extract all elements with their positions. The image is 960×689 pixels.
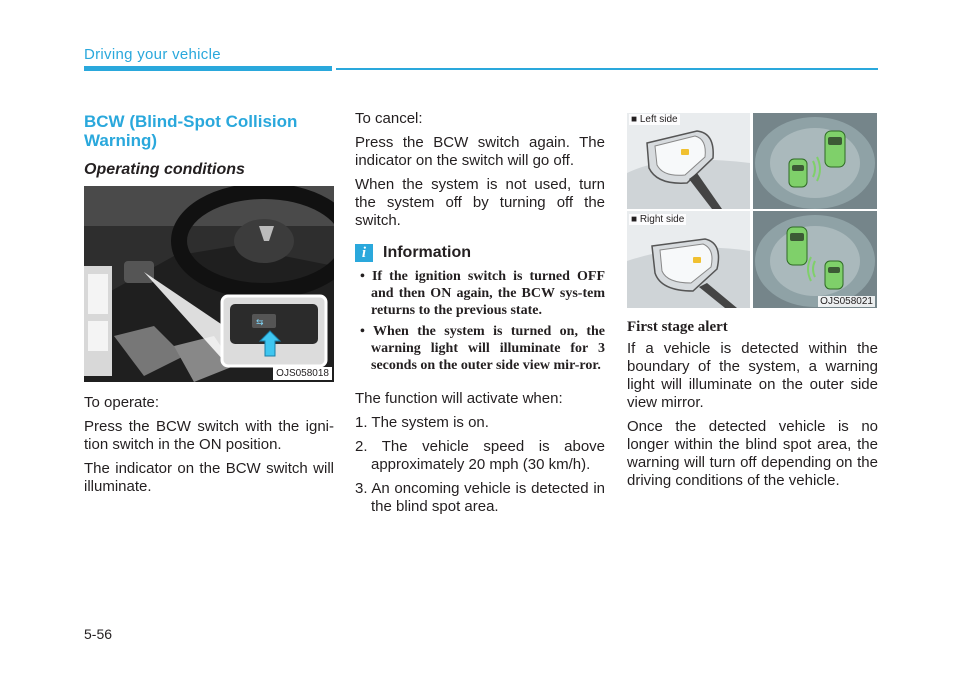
side-mirror-figure [627, 110, 877, 308]
header-rule-thin [336, 68, 878, 70]
info-icon: i [355, 244, 373, 262]
dashboard-illustration [84, 186, 334, 382]
header-rule-thick [84, 66, 332, 71]
left-zone-illustration [753, 113, 877, 209]
right-zone-illustration [753, 211, 877, 308]
activation-list [355, 414, 605, 516]
svg-text:⇆: ⇆ [256, 318, 264, 328]
list-item: 1. The system is on. [355, 414, 489, 431]
information-heading [355, 244, 605, 262]
to-cancel-text: Press the BCW switch again. The indicator on the switch will go off. [355, 134, 605, 169]
information-title: Information [383, 244, 471, 261]
right-mirror-photo [627, 211, 750, 308]
activation-intro: The function will activate when: [355, 390, 563, 407]
right-mirror-illustration [627, 211, 750, 308]
figure-code: OJS058018 [273, 367, 332, 380]
figure-code: OJS058021 [820, 296, 873, 307]
right-zone-diagram [753, 211, 877, 308]
first-stage-alert-heading: First stage alert [627, 319, 728, 335]
left-side-label: ■ Left side [631, 114, 678, 125]
warning-off-text: Once the detected vehicle is no longer within the blind spot area, the warning will turn off depending on the driving conditions of the vehicle. [627, 418, 878, 489]
to-operate-label: To operate: [84, 394, 160, 411]
left-mirror-illustration [627, 113, 750, 209]
to-operate-indicator-text: The indicator on the BCW switch will illuminate. [84, 460, 334, 495]
column-middle [355, 110, 605, 522]
column-left [84, 110, 334, 502]
left-mirror-photo [627, 113, 750, 209]
running-header: Driving your vehicle [84, 46, 221, 63]
information-list [355, 268, 605, 374]
to-cancel-label: To cancel: [355, 110, 423, 127]
left-zone-diagram [753, 113, 877, 209]
right-side-label: ■ Right side [631, 214, 685, 225]
page-number: 5-56 [84, 626, 113, 642]
operating-conditions-heading: Operating conditions [84, 161, 245, 178]
first-stage-text: If a vehicle is detected within the boundary of the system, a warning light will illuminate on the outer side view mirror. [627, 340, 878, 411]
column-right [627, 110, 878, 496]
list-item: • When the system is turned on, the warning light will illuminate for 3 seconds on the outer side view mir-ror. [355, 323, 605, 374]
list-item: • If the ignition switch is turned OFF and then ON again, the BCW sys-tem returns to the previous state. [355, 268, 605, 319]
section-title: BCW (Blind-Spot Collision Warning) [84, 112, 298, 150]
turn-off-text: When the system is not used, turn the system off by turning off the switch. [355, 176, 605, 229]
bcw-switch-photo [84, 186, 334, 382]
to-operate-text: Press the BCW switch with the igni-tion switch in the ON position. [84, 418, 334, 453]
list-item: 2. The vehicle speed is above approximately 20 mph (30 km/h). [355, 438, 605, 473]
list-item: 3. An oncoming vehicle is detected in the blind spot area. [355, 480, 605, 515]
